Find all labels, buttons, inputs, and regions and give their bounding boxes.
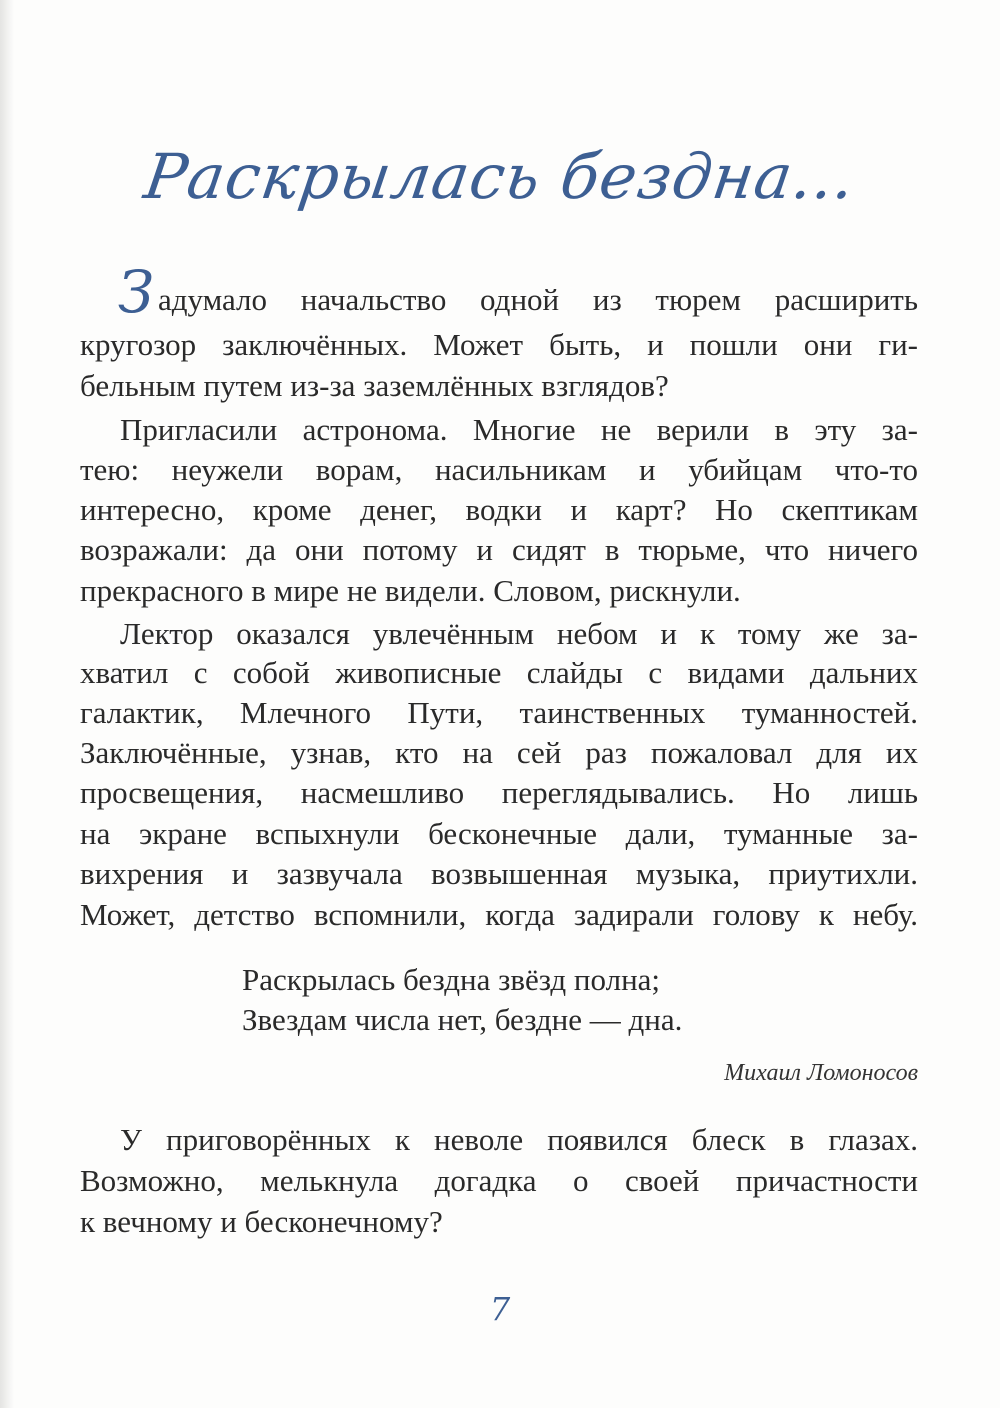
text-line: У приговорённых к неволе появился блеск в глазах. [120,1122,918,1157]
text-line: вихрения и зазвучала возвышенная музыка, приутихли. [80,856,918,891]
text-line: интересно, кроме денег, водки и карт? Но скептикам [80,492,918,527]
text-line: бельным путем из-за заземлённых взглядов? [80,368,669,403]
chapter-title: Раскрылась бездна... [139,140,861,213]
page-number: 7 [489,1290,511,1328]
text-line: на экране вспыхнули бесконечные дали, туманные за- [80,816,918,851]
text-line: адумало начальство одной из тюрем расширить [158,282,918,317]
text-line: Заключённые, узнав, кто на сей раз пожаловал для их [80,735,918,770]
text-line: Может, детство вспомнили, когда задирали голову к небу. [80,897,918,932]
text-line: хватил с собой живописные слайды с видами дальних [80,655,918,690]
text-line: Пригласили астронома. Многие не верили в эту за- [120,412,918,447]
poem-author: Михаил Ломоносов [724,1060,918,1086]
text-line: просвещения, насмешливо переглядывались. Но лишь [80,775,918,810]
text-line: тею: неужели ворам, насильникам и убийцам что-то [80,452,918,487]
text-line: к вечному и бесконечному? [80,1204,443,1239]
poem-line: Звездам числа нет, бездне — дна. [242,1002,683,1037]
poem-line: Раскрылась бездна звёзд полна; [242,962,661,997]
text-line: возражали: да они потому и сидят в тюрьме, что ничего [80,532,918,567]
text-line: кругозор заключённых. Может быть, и пошли они ги- [80,327,918,362]
text-line: Лектор оказался увлечённым небом и к тому же за- [120,616,918,651]
text-line: Возможно, мелькнула догадка о своей причастности [80,1163,918,1198]
text-line: галактик, Млечного Пути, таинственных туманностей. [80,695,918,730]
drop-cap: З [118,258,155,326]
text-line: прекрасного в мире не видели. Словом, рискнули. [80,573,741,608]
